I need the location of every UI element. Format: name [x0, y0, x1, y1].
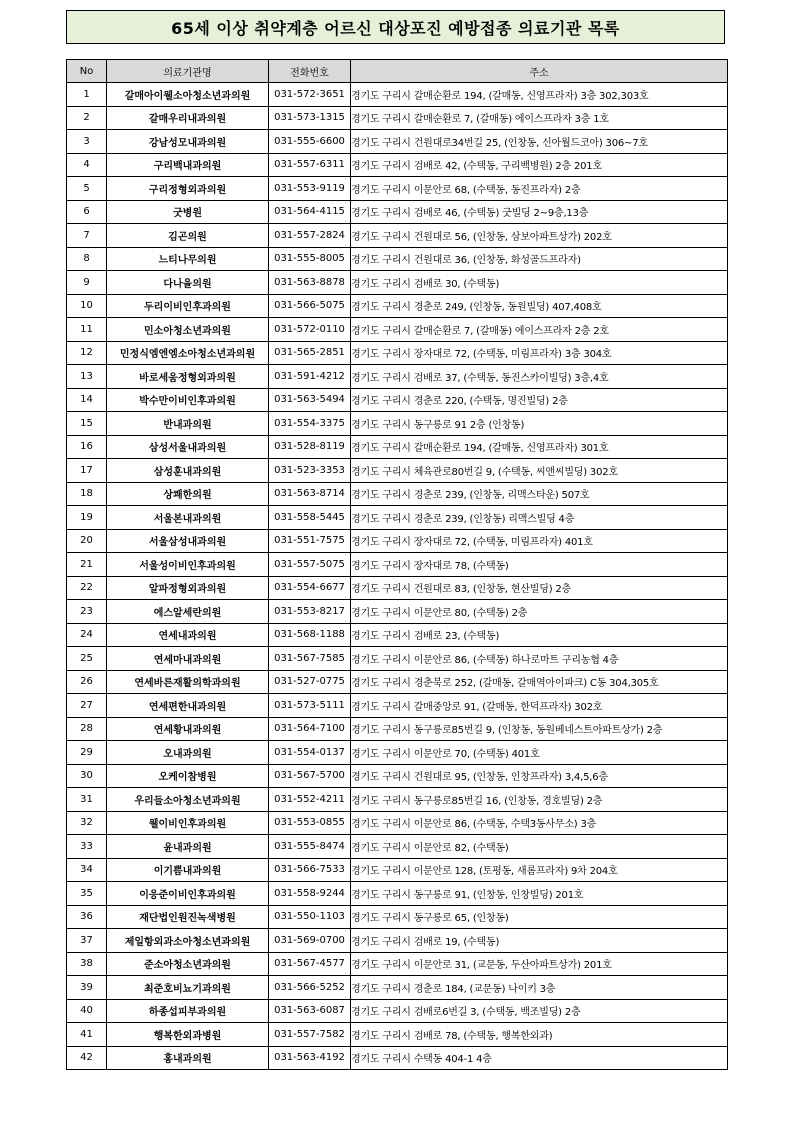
- table-row: [67, 435, 728, 459]
- cell-phone: 031-555-8005: [269, 247, 351, 271]
- cell-phone: 031-557-6311: [269, 153, 351, 177]
- cell-address: 경기도 구리시 수택동 404-1 4층: [351, 1046, 728, 1070]
- cell-no: 30: [67, 764, 107, 788]
- cell-no: 40: [67, 999, 107, 1023]
- cell-no: 17: [67, 459, 107, 483]
- cell-clinic-name: 우리들소아청소년과의원: [107, 788, 269, 812]
- cell-phone: 031-573-5111: [269, 694, 351, 718]
- table-body: [67, 83, 728, 1070]
- cell-address: 경기도 구리시 이문안로 86, (수택동, 수택3동사무소) 3층: [351, 811, 728, 835]
- cell-clinic-name: 갈매아이웰소아청소년과의원: [107, 83, 269, 107]
- cell-phone: 031-553-0855: [269, 811, 351, 835]
- table-row: [67, 224, 728, 248]
- table-row: [67, 694, 728, 718]
- table-row: [67, 412, 728, 436]
- cell-no: 41: [67, 1023, 107, 1047]
- cell-no: 25: [67, 647, 107, 671]
- cell-address: 경기도 구리시 동구릉로 91, (인창동, 인창빌딩) 201호: [351, 882, 728, 906]
- cell-clinic-name: 삼성서울내과의원: [107, 435, 269, 459]
- cell-address: 경기도 구리시 경춘북로 252, (갈매동, 갈매역아이파크) C동 304,305호: [351, 670, 728, 694]
- table-row: [67, 365, 728, 389]
- cell-no: 1: [67, 83, 107, 107]
- cell-no: 12: [67, 341, 107, 365]
- cell-address: 경기도 구리시 건원대로 95, (인창동, 인창프라자) 3,4,5,6층: [351, 764, 728, 788]
- table-row: [67, 576, 728, 600]
- cell-no: 3: [67, 130, 107, 154]
- table-row: [67, 341, 728, 365]
- cell-phone: 031-557-2824: [269, 224, 351, 248]
- table-row: [67, 647, 728, 671]
- cell-address: 경기도 구리시 검배로 23, (수택동): [351, 623, 728, 647]
- cell-address: 경기도 구리시 동구릉로 65, (인창동): [351, 905, 728, 929]
- cell-no: 34: [67, 858, 107, 882]
- table-row: [67, 882, 728, 906]
- cell-clinic-name: 연세바른재활의학과의원: [107, 670, 269, 694]
- cell-no: 28: [67, 717, 107, 741]
- cell-address: 경기도 구리시 경춘로 239, (인창동, 리맥스타운) 507호: [351, 482, 728, 506]
- table-row: [67, 388, 728, 412]
- cell-no: 33: [67, 835, 107, 859]
- cell-clinic-name: 서울삼성내과의원: [107, 529, 269, 553]
- cell-phone: 031-557-7582: [269, 1023, 351, 1047]
- cell-no: 7: [67, 224, 107, 248]
- header-no: No: [67, 60, 107, 83]
- cell-address: 경기도 구리시 검배로 46, (수택동) 굿빌딩 2~9층,13층: [351, 200, 728, 224]
- cell-no: 42: [67, 1046, 107, 1070]
- cell-clinic-name: 굿병원: [107, 200, 269, 224]
- table-row: [67, 153, 728, 177]
- cell-no: 29: [67, 741, 107, 765]
- cell-clinic-name: 서울성이비인후과의원: [107, 553, 269, 577]
- cell-clinic-name: 다나을의원: [107, 271, 269, 295]
- cell-clinic-name: 행복한외과병원: [107, 1023, 269, 1047]
- cell-address: 경기도 구리시 검배로 37, (수택동, 동진스카이빌딩) 3층,4호: [351, 365, 728, 389]
- cell-address: 경기도 구리시 이문안로 68, (수택동, 동진프라자) 2층: [351, 177, 728, 201]
- cell-no: 20: [67, 529, 107, 553]
- cell-address: 경기도 구리시 검배로6번길 3, (수택동, 백조빌딩) 2층: [351, 999, 728, 1023]
- table-row: [67, 999, 728, 1023]
- cell-phone: 031-567-4577: [269, 952, 351, 976]
- cell-address: 경기도 구리시 이문안로 80, (수택동) 2층: [351, 600, 728, 624]
- cell-address: 경기도 구리시 장자대로 72, (수택동, 미림프라자) 401호: [351, 529, 728, 553]
- cell-phone: 031-566-5252: [269, 976, 351, 1000]
- cell-address: 경기도 구리시 경춘로 239, (인창동) 리맥스빌딩 4층: [351, 506, 728, 530]
- table-row: [67, 318, 728, 342]
- cell-address: 경기도 구리시 경춘로 249, (인창동, 동원빌딩) 407,408호: [351, 294, 728, 318]
- cell-clinic-name: 연세편한내과의원: [107, 694, 269, 718]
- cell-no: 39: [67, 976, 107, 1000]
- cell-clinic-name: 연세마내과의원: [107, 647, 269, 671]
- cell-phone: 031-563-8878: [269, 271, 351, 295]
- cell-clinic-name: 홍내과의원: [107, 1046, 269, 1070]
- header-row: [67, 60, 728, 83]
- cell-no: 32: [67, 811, 107, 835]
- cell-clinic-name: 바로세움정형외과의원: [107, 365, 269, 389]
- cell-clinic-name: 웰이비인후과의원: [107, 811, 269, 835]
- cell-phone: 031-550-1103: [269, 905, 351, 929]
- cell-phone: 031-554-3375: [269, 412, 351, 436]
- cell-clinic-name: 느티나무의원: [107, 247, 269, 271]
- cell-address: 경기도 구리시 경춘로 184, (교문동) 나이키 3층: [351, 976, 728, 1000]
- table-row: [67, 764, 728, 788]
- cell-no: 6: [67, 200, 107, 224]
- cell-phone: 031-553-9119: [269, 177, 351, 201]
- cell-phone: 031-558-5445: [269, 506, 351, 530]
- table-row: [67, 1046, 728, 1070]
- cell-phone: 031-523-3353: [269, 459, 351, 483]
- table-row: [67, 1023, 728, 1047]
- cell-phone: 031-555-6600: [269, 130, 351, 154]
- table-row: [67, 929, 728, 953]
- cell-no: 15: [67, 412, 107, 436]
- cell-clinic-name: 연세황내과의원: [107, 717, 269, 741]
- cell-no: 9: [67, 271, 107, 295]
- cell-clinic-name: 갈매우리내과의원: [107, 106, 269, 130]
- cell-clinic-name: 알파정형외과의원: [107, 576, 269, 600]
- table-row: [67, 788, 728, 812]
- cell-no: 38: [67, 952, 107, 976]
- cell-phone: 031-551-7575: [269, 529, 351, 553]
- header-name: 의료기관명: [107, 60, 269, 83]
- cell-no: 2: [67, 106, 107, 130]
- cell-phone: 031-563-6087: [269, 999, 351, 1023]
- table-row: [67, 271, 728, 295]
- cell-phone: 031-558-9244: [269, 882, 351, 906]
- cell-clinic-name: 민소아청소년과의원: [107, 318, 269, 342]
- table-header: [67, 60, 728, 83]
- table-row: [67, 835, 728, 859]
- cell-address: 경기도 구리시 건원대로34번길 25, (인창동, 신아월드코아) 306~7호: [351, 130, 728, 154]
- cell-phone: 031-555-8474: [269, 835, 351, 859]
- clinic-list-table: [66, 59, 728, 1070]
- cell-clinic-name: 구리정형외과의원: [107, 177, 269, 201]
- cell-no: 4: [67, 153, 107, 177]
- cell-phone: 031-567-5700: [269, 764, 351, 788]
- cell-address: 경기도 구리시 체육관로80번길 9, (수택동, 씨앤씨빌딩) 302호: [351, 459, 728, 483]
- cell-address: 경기도 구리시 이문안로 31, (교문동, 두산아파트상가) 201호: [351, 952, 728, 976]
- cell-address: 경기도 구리시 동구릉로 91 2층 (인창동): [351, 412, 728, 436]
- cell-phone: 031-565-2851: [269, 341, 351, 365]
- cell-clinic-name: 제일항외과소아청소년과의원: [107, 929, 269, 953]
- cell-clinic-name: 박수만이비인후과의원: [107, 388, 269, 412]
- table-row: [67, 459, 728, 483]
- cell-address: 경기도 구리시 검배로 78, (수택동, 행복한외과): [351, 1023, 728, 1047]
- cell-no: 16: [67, 435, 107, 459]
- cell-clinic-name: 반내과의원: [107, 412, 269, 436]
- cell-address: 경기도 구리시 이문안로 82, (수택동): [351, 835, 728, 859]
- cell-no: 35: [67, 882, 107, 906]
- cell-no: 26: [67, 670, 107, 694]
- cell-no: 5: [67, 177, 107, 201]
- cell-address: 경기도 구리시 장자대로 72, (수택동, 미림프라자) 3층 304호: [351, 341, 728, 365]
- cell-no: 10: [67, 294, 107, 318]
- cell-clinic-name: 최준호비뇨기과의원: [107, 976, 269, 1000]
- cell-phone: 031-567-7585: [269, 647, 351, 671]
- table-row: [67, 741, 728, 765]
- cell-phone: 031-528-8119: [269, 435, 351, 459]
- cell-clinic-name: 재단법인원진녹색병원: [107, 905, 269, 929]
- cell-phone: 031-552-4211: [269, 788, 351, 812]
- table-row: [67, 294, 728, 318]
- cell-address: 경기도 구리시 이문안로 128, (토평동, 새롬프라자) 9차 204호: [351, 858, 728, 882]
- cell-clinic-name: 이응준이비인후과의원: [107, 882, 269, 906]
- cell-clinic-name: 하종섭피부과의원: [107, 999, 269, 1023]
- cell-phone: 031-563-8714: [269, 482, 351, 506]
- table-row: [67, 600, 728, 624]
- cell-clinic-name: 에스알세란의원: [107, 600, 269, 624]
- header-tel: 전화번호: [269, 60, 351, 83]
- cell-address: 경기도 구리시 갈매순환로 194, (갈매동, 신영프라자) 3층 302,303호: [351, 83, 728, 107]
- cell-no: 31: [67, 788, 107, 812]
- table-row: [67, 670, 728, 694]
- cell-address: 경기도 구리시 동구릉로85번길 16, (인창동, 경호빌딩) 2층: [351, 788, 728, 812]
- cell-clinic-name: 김곤의원: [107, 224, 269, 248]
- cell-address: 경기도 구리시 갈매순환로 7, (갈매동) 에이스프라자 2층 2호: [351, 318, 728, 342]
- table-row: [67, 200, 728, 224]
- table-row: [67, 858, 728, 882]
- cell-phone: 031-527-0775: [269, 670, 351, 694]
- cell-phone: 031-557-5075: [269, 553, 351, 577]
- cell-clinic-name: 삼성훈내과의원: [107, 459, 269, 483]
- cell-address: 경기도 구리시 동구릉로85번길 9, (인창동, 동원베네스트아파트상가) 2층: [351, 717, 728, 741]
- cell-clinic-name: 상쾌한의원: [107, 482, 269, 506]
- cell-no: 21: [67, 553, 107, 577]
- cell-clinic-name: 두리이비인후과의원: [107, 294, 269, 318]
- cell-clinic-name: 이기쁨내과의원: [107, 858, 269, 882]
- table-row: [67, 506, 728, 530]
- table-row: [67, 623, 728, 647]
- table-row: [67, 130, 728, 154]
- cell-phone: 031-563-5494: [269, 388, 351, 412]
- cell-phone: 031-566-5075: [269, 294, 351, 318]
- cell-phone: 031-563-4192: [269, 1046, 351, 1070]
- header-addr: 주소: [351, 60, 728, 83]
- cell-no: 36: [67, 905, 107, 929]
- cell-no: 14: [67, 388, 107, 412]
- cell-phone: 031-573-1315: [269, 106, 351, 130]
- cell-phone: 031-564-7100: [269, 717, 351, 741]
- cell-clinic-name: 민정식엠엔엠소아청소년과의원: [107, 341, 269, 365]
- cell-no: 13: [67, 365, 107, 389]
- cell-phone: 031-553-8217: [269, 600, 351, 624]
- table-row: [67, 976, 728, 1000]
- document-title: 65세 이상 취약계층 어르신 대상포진 예방접종 의료기관 목록: [66, 10, 725, 44]
- cell-phone: 031-572-3651: [269, 83, 351, 107]
- cell-clinic-name: 연세내과의원: [107, 623, 269, 647]
- cell-no: 24: [67, 623, 107, 647]
- cell-no: 37: [67, 929, 107, 953]
- cell-address: 경기도 구리시 갈매순환로 7, (갈매동) 에이스프라자 3층 1호: [351, 106, 728, 130]
- table-row: [67, 83, 728, 107]
- cell-address: 경기도 구리시 경춘로 220, (수택동, 명진빌딩) 2층: [351, 388, 728, 412]
- cell-phone: 031-591-4212: [269, 365, 351, 389]
- cell-address: 경기도 구리시 장자대로 78, (수택동): [351, 553, 728, 577]
- cell-phone: 031-572-0110: [269, 318, 351, 342]
- cell-no: 23: [67, 600, 107, 624]
- cell-address: 경기도 구리시 검배로 30, (수택동): [351, 271, 728, 295]
- cell-phone: 031-564-4115: [269, 200, 351, 224]
- cell-clinic-name: 강남성모내과의원: [107, 130, 269, 154]
- cell-address: 경기도 구리시 갈매순환로 194, (갈매동, 신영프라자) 301호: [351, 435, 728, 459]
- cell-clinic-name: 서울본내과의원: [107, 506, 269, 530]
- cell-clinic-name: 구리백내과의원: [107, 153, 269, 177]
- cell-address: 경기도 구리시 건원대로 56, (인창동, 삼보아파트상가) 202호: [351, 224, 728, 248]
- cell-address: 경기도 구리시 이문안로 86, (수택동) 하나로마트 구리농협 4층: [351, 647, 728, 671]
- cell-address: 경기도 구리시 검배로 19, (수택동): [351, 929, 728, 953]
- table-row: [67, 529, 728, 553]
- cell-no: 18: [67, 482, 107, 506]
- cell-no: 11: [67, 318, 107, 342]
- cell-phone: 031-568-1188: [269, 623, 351, 647]
- cell-phone: 031-566-7533: [269, 858, 351, 882]
- cell-address: 경기도 구리시 건원대로 36, (인창동, 화성골드프라자): [351, 247, 728, 271]
- cell-address: 경기도 구리시 이문안로 70, (수택동) 401호: [351, 741, 728, 765]
- cell-no: 22: [67, 576, 107, 600]
- cell-phone: 031-554-0137: [269, 741, 351, 765]
- cell-address: 경기도 구리시 검배로 42, (수택동, 구리백병원) 2층 201호: [351, 153, 728, 177]
- cell-address: 경기도 구리시 건원대로 83, (인창동, 현산빌딩) 2층: [351, 576, 728, 600]
- cell-no: 8: [67, 247, 107, 271]
- table-row: [67, 106, 728, 130]
- cell-clinic-name: 윤내과의원: [107, 835, 269, 859]
- cell-phone: 031-569-0700: [269, 929, 351, 953]
- cell-clinic-name: 준소아청소년과의원: [107, 952, 269, 976]
- cell-address: 경기도 구리시 갈매중앙로 91, (갈매동, 한덕프라자) 302호: [351, 694, 728, 718]
- cell-clinic-name: 오케이참병원: [107, 764, 269, 788]
- cell-phone: 031-554-6677: [269, 576, 351, 600]
- table-row: [67, 811, 728, 835]
- cell-clinic-name: 오내과의원: [107, 741, 269, 765]
- table-row: [67, 717, 728, 741]
- table-row: [67, 553, 728, 577]
- table-row: [67, 482, 728, 506]
- cell-no: 19: [67, 506, 107, 530]
- table-row: [67, 905, 728, 929]
- table-row: [67, 177, 728, 201]
- cell-no: 27: [67, 694, 107, 718]
- table-row: [67, 247, 728, 271]
- table-row: [67, 952, 728, 976]
